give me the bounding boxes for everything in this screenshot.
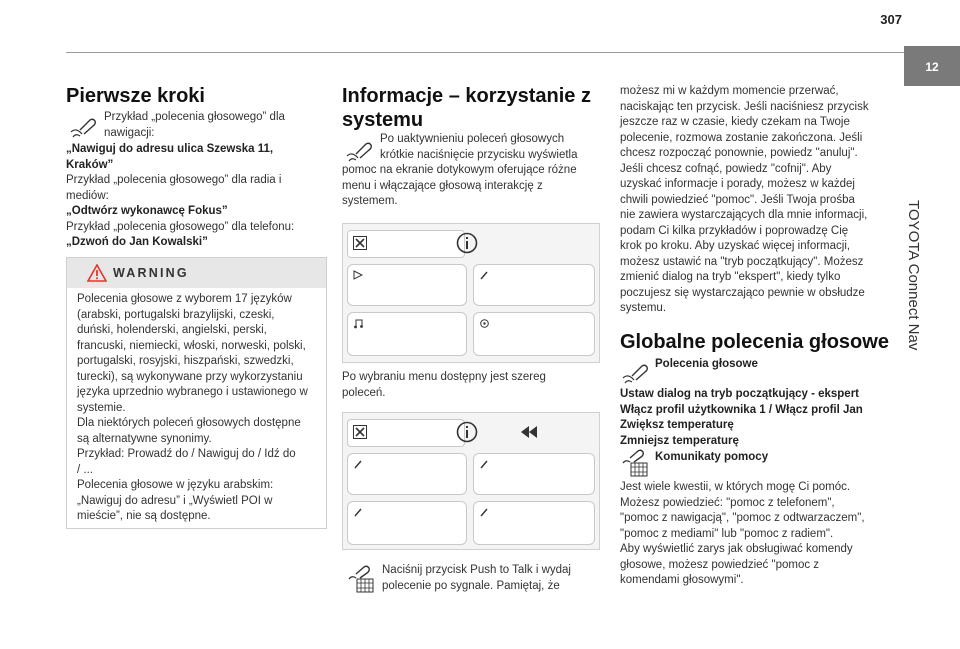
warning-box (66, 257, 327, 529)
text-line: krótkie naciśnięcie przycisku wyświetla (380, 148, 578, 161)
text-line: francuski, niemiecki, włoski, norweski, polski, (77, 339, 306, 352)
text-line: polecenie, rozmowa zostanie zakończona. Jeśli (620, 131, 863, 144)
text-line: Polecenia głosowe z wyborem 17 języków (77, 293, 292, 305)
text-line: Możesz powiedzieć: "pomoc z telefonem", (620, 496, 835, 509)
text-line: pomoc na ekranie dotykowym oferujące różne (342, 164, 577, 176)
close-x-icon[interactable] (353, 236, 367, 250)
text-line: jeszcze raz w czasie, kiedy czekam na Twoje (620, 116, 850, 128)
settings-button[interactable] (473, 312, 595, 356)
phone-icon (353, 507, 363, 517)
command-line: „Nawiguj do adresu ulica Szewska 11, (66, 143, 274, 155)
phone-icon (353, 459, 363, 469)
option-button[interactable] (347, 453, 467, 495)
option-button[interactable] (347, 501, 467, 545)
navigation-arrow-icon (353, 270, 363, 280)
text-line: (arabski, portugalski brazylijski, czeski, (77, 308, 275, 321)
text-line: Jeśli chcesz cofnąć, powiedz "cofnij". Aby (620, 162, 832, 175)
music-note-icon (353, 318, 364, 329)
voice-command-icon (346, 140, 372, 164)
option-button[interactable] (473, 501, 595, 545)
voice-command-icon (70, 116, 96, 140)
command-line: „Odtwórz wykonawcę Fokus” (66, 205, 228, 217)
subheading: Komunikaty pomocy (655, 451, 769, 463)
voice-keypad-icon (346, 564, 376, 594)
text-line: "pomoc z nawigacją", "pomoc z odtwarzaczem", (620, 512, 865, 524)
info-icon[interactable] (456, 421, 478, 443)
section-heading-global-commands: Globalne polecenia głosowe (620, 331, 889, 353)
phone-button[interactable] (473, 264, 595, 306)
option-button[interactable] (473, 453, 595, 495)
text-line: możesz ustawić na "tryb początkujący". Możesz (620, 255, 864, 268)
text-line: polecenie po sygnale. Pamiętaj, że (382, 579, 560, 592)
text-line: systemie. (77, 401, 126, 414)
text-line: poczujesz się wystarczająco pewnie w obsłudze (620, 286, 865, 299)
text-line: systemu. (620, 302, 667, 314)
text-line: Przykład „polecenia głosowego” dla telefonu: (66, 220, 295, 233)
text-line: Jest wiele kwestii, w których mogę Ci pomóc. (620, 481, 851, 493)
text-line: Po wybraniu menu dostępny jest szereg (342, 371, 546, 383)
screen-illustration-submenu (342, 412, 600, 550)
text-line: zmienić dialog na tryb "ekspert", kiedy tylko (620, 271, 841, 283)
text-line: komendami głosowymi". (620, 574, 744, 586)
chapter-number: 12 (925, 60, 939, 74)
text-line: portugalski, rosyjski, hiszpański, szwedzki, (77, 355, 294, 367)
text-line: nawigacji: (104, 126, 155, 139)
text-line: możesz mi w każdym momencie przerwać, (620, 85, 839, 97)
text-line: Dla niektórych poleceń głosowych dostępne (77, 417, 301, 429)
subheading: Polecenia głosowe (655, 358, 758, 370)
text-line: głosowe, możesz powiedzieć "pomoc z (620, 558, 820, 571)
command-line: Zmniejsz temperaturę (620, 434, 739, 447)
text-line: "pomoc z mediami" lub "pomoc z radiem". (620, 527, 834, 540)
voice-keypad-icon (620, 448, 650, 478)
text-line: uzyskać informacje i porady, możesz w każdej (620, 178, 855, 190)
text-line: mieście”, nie są dostępne. (77, 510, 211, 522)
text-line: Przykład: Prowadź do / Nawiguj do / Idź do (77, 448, 296, 460)
warning-body (77, 292, 323, 525)
text-line: menu i włączające głosową interakcję z (342, 179, 543, 192)
chapter-title: TOYOTA Connect Nav (905, 200, 922, 351)
text-line: Aby wyświetlić zarys jak obsługiwać komendy (620, 543, 853, 555)
settings-icon (479, 318, 490, 329)
text-line: systemem. (342, 195, 398, 207)
command-line: Ustaw dialog na tryb początkujący - ekspert (620, 388, 860, 400)
heading-line: Informacje – korzystanie z (342, 85, 591, 107)
warning-triangle-icon (87, 264, 107, 282)
text-line: podam Ci kilka przykładów i poprowadzę Cię (620, 224, 849, 237)
text-line: krok po kroku. Aby uzyskać więcej informacji, (620, 240, 851, 252)
text-line: chcesz rozpocząć ponownie, powiedz "anuluj". (620, 147, 858, 159)
text-line: poleceń. (342, 386, 386, 399)
text-line: Przykład „polecenia głosowego” dla (104, 111, 285, 123)
page-number: 307 (880, 12, 902, 27)
phone-icon (479, 459, 489, 469)
text-line: Przykład „polecenia głosowego” dla radia i (66, 174, 282, 186)
phone-icon (479, 270, 489, 280)
text-line: chwili powiedzieć "pomoc". Jeśli Twoja prośba (620, 193, 855, 206)
section-heading-first-steps: Pierwsze kroki (66, 85, 205, 107)
warning-header (67, 258, 326, 288)
text-line: duński, holenderski, angielski, perski, (77, 324, 267, 336)
command-line: „Dzwoń do Jan Kowalski” (66, 236, 208, 248)
screen-illustration-main-menu (342, 223, 600, 363)
text-line: / ... (77, 463, 93, 476)
phone-icon (479, 507, 489, 517)
section-heading-info (342, 84, 604, 132)
command-line: Zwiększ temperaturę (620, 419, 734, 431)
header-rule (66, 52, 904, 53)
text-line: języka uprzednio wybranego i ustawionego w (77, 386, 308, 398)
text-line: Polecenia głosowe w języku arabskim: (77, 479, 274, 491)
text-line: są alternatywne synonimy. (77, 432, 212, 445)
text-line: nie zawiera wystarczających dla mnie informacji, (620, 209, 868, 221)
text-line: turecki), są wykonywane przy wykorzystaniu (77, 370, 303, 383)
text-line: naciskając ten przycisk. Jeśli naciśniesz przycisk (620, 100, 869, 113)
warning-title: WARNING (113, 266, 189, 280)
heading-line: systemu (342, 109, 424, 131)
command-line: Włącz profil użytkownika 1 / Włącz profil Jan (620, 403, 863, 416)
rewind-icon[interactable] (519, 425, 539, 439)
voice-command-icon (622, 362, 648, 386)
text-line: Naciśnij przycisk Push to Talk i wydaj (382, 564, 571, 576)
command-line: Kraków” (66, 158, 114, 171)
music-button[interactable] (347, 312, 467, 356)
text-line: „Nawiguj do adresu” i „Wyświetl POI w (77, 494, 273, 507)
text-line: Po uaktywnieniu poleceń głosowych (380, 133, 565, 145)
nav-button[interactable] (347, 264, 467, 306)
info-icon[interactable] (456, 232, 478, 254)
text-line: mediów: (66, 189, 109, 202)
close-x-icon[interactable] (353, 425, 367, 439)
